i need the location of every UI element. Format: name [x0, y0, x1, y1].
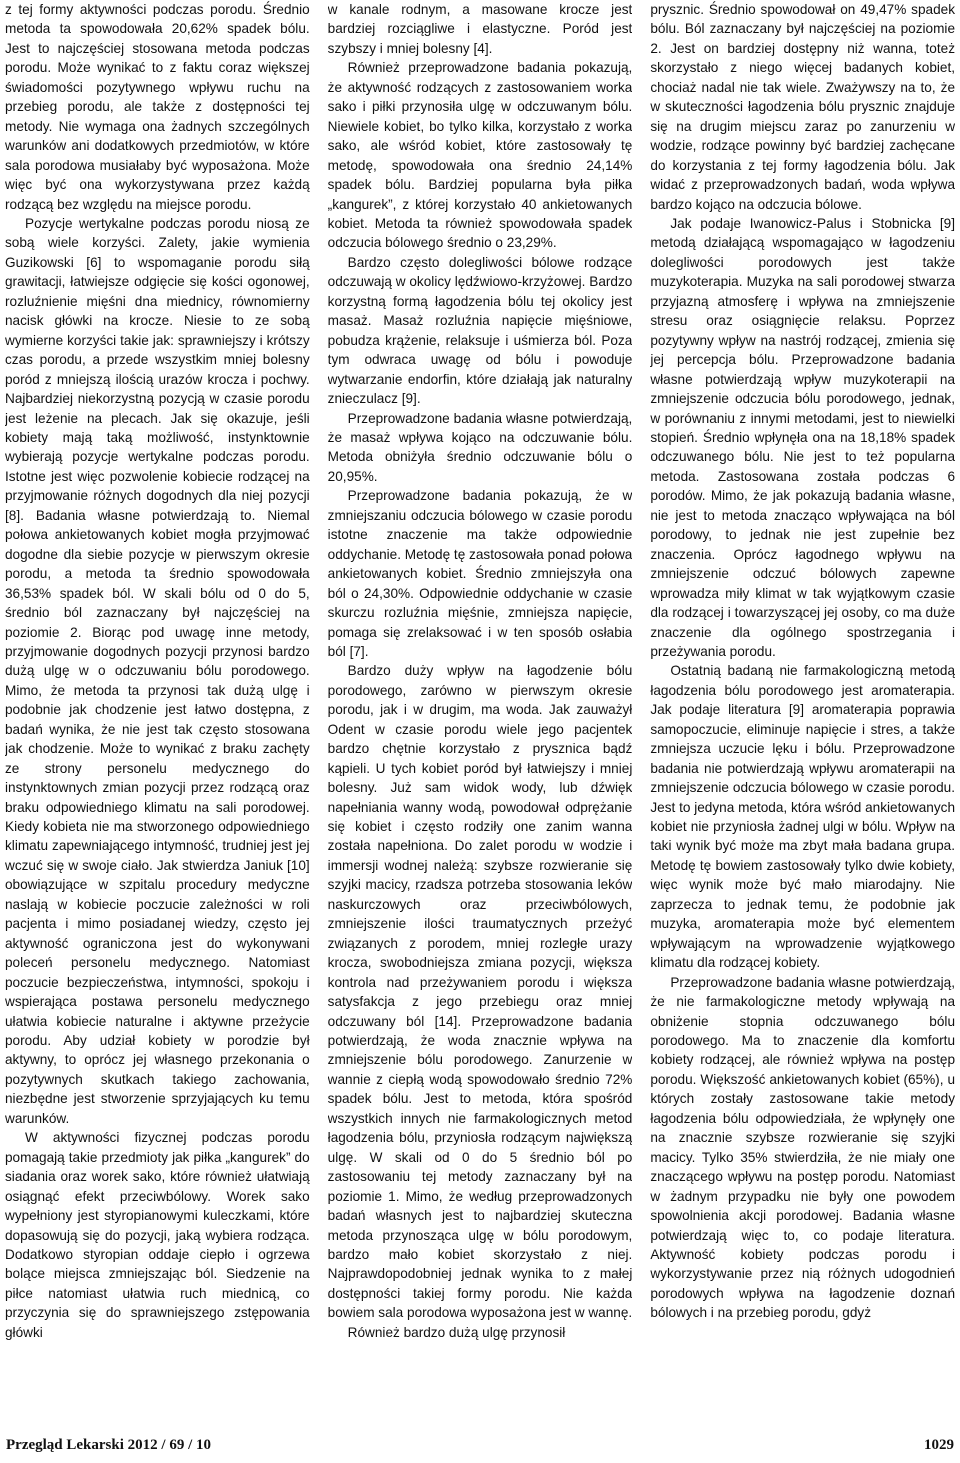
- column-2: [328, 0, 633, 1412]
- page-footer: [6, 1437, 954, 1459]
- paragraph: Bardzo często dolegliwości bólowe rodzące odczuwają w okolicy lędźwiowo-krzyżowej. Bardzo korzystną formą łagodzenia bólu tej okolicy jest masaż. Masaż rozluźnia napięcie mięśniowe, pobudza krążenie, relaksuje i uśmierza ból. Poza tym odwraca uwagę od bólu i powoduje wytwarzanie endorfin, które działają jak naturalny znieczulacz [9].: [327, 254, 633, 407]
- paragraph: Również przeprowadzone badania pokazują, że aktywność rodzących z zastosowaniem worka sako i piłki przynosiła ulgę w odczuwanym bólu. Niewiele kobiet, bo tylko kilka, korzystało z worka sako, ale wśród kobiet, które zastosowały tę metodę, spowodowała ona średnio 24,14% spadek bólu. Bardziej popularna była piłka „kangurek”, z której korzystało 40 ankietowanych kobiet. Metoda ta również spowodowała spadek odczucia bólowego średnio o 23,29%.: [327, 60, 633, 251]
- paragraph: prysznic. Średnio spowodował on 49,47% spadek bólu. Ból zaznaczany był najczęściej na poziomie 2. Jest on bardziej dostępny niż wanna, toteż skorzystało z niego więcej badanych kobiet, chociaż nadal nie tak wiele. Zważywszy na to, że w skuteczności łagodzenia bólu prysznic znajduje się na drugim miejscu zaraz po zanurzeniu w wodzie, rodzące powinny być bardziej zachęcane do korzystania z tej formy łagodzenia bólu. Jak widać z przeprowadzonych badań, woda wpływa bardzo kojąco na odczucia bólowe.: [650, 2, 956, 212]
- paragraph: z tej formy aktywności podczas porodu. Średnio metoda ta spowodowała 20,62% spadek bólu. Jest to najczęściej stosowana metoda podczas porodu. Może wynikać to z faktu coraz większej świadomości pozytywnego wpływu ruchu na przebieg porodu, ale także z dostępności tej metody. Nie wymaga ona żadnych szczególnych warunków ani dodatkowych przedmiotów, w które sala porodowa musiałaby być wyposażona. Może więc być ona wykorzystywana przez każdą rodzącą bez względu na miejsce porodu.: [5, 2, 310, 212]
- paragraph: Bardzo duży wpływ na łagodzenie bólu porodowego, zarówno w pierwszym okresie porodu, jak i w drugim, ma woda. Jak zauważył Odent w czasie porodu wiele jego pacjentek bardzo chętnie korzystało z prysznica bądź kąpieli. U tych kobiet poród był łatwiejszy i mniej bolesny. Już sam widok wody, lub dźwięk napełniania wanny wodą, powodował odprężanie się kobiet i często rodziły one zanim wanna została napełniona. Do zalet porodu w wodzie i immersji wodnej należą: szybsze rozwieranie się szyjki macicy, rzadsza potrzeba stosowania leków naskurczowych oraz przeciwbólowych, zmniejszenie ilości traumatycznych przeżyć związanych z porodem, mniej rozległe urazy krocza, swobodniejsza zmiana pozycji, większa kontrola nad przeżywaniem porodu i większa satysfakcja z jego przebiegu oraz mniej odczuwany ból [14]. Przeprowadzone badania potwierdzają, że woda znacznie wpływa na zmniejszenie bólu porodowego. Zanurzenie w wannie z ciepłą wodą spowodowało średnio 72% spadek bólu. Jest to metoda, która spośród wszystkich innych nie farmakologicznych metod łagodzenia bólu, przyniosła rodzącym największą ulgę. W skali od 0 do 5 średnio ból po zastosowaniu tej metody zaznaczany był na poziomie 1. Mimo, że według przeprowadzonych badań własnych jest to najbardziej skuteczna metoda przynosząca ulgę w bólu porodowym, bardzo mało kobiet skorzystało z niej. Najprawdopodobniej jednak wynika to z małej dostępności takiej formy porodu. Nie każda bowiem sala porodowa wyposażona jest w wannę.: [327, 663, 633, 1321]
- column-1: [5, 0, 310, 1412]
- article-body: [5, 0, 955, 1412]
- paragraph: w kanale rodnym, a masowane krocze jest bardziej rozciągliwe i elastyczne. Poród jest szybszy i mniej bolesny [4].: [327, 2, 633, 56]
- journal-citation: Przegląd Lekarski 2012 / 69 / 10: [6, 1437, 211, 1453]
- paragraph: Jak podaje Iwanowicz-Palus i Stobnicka [9] metodą działającą wspomagająco w łagodzeniu dolegliwości porodowych jest także muzykoterapia. Muzyka na sali porodowej stwarza przyjazną atmosferę i wpływa na zmniejszenie stresu oraz osiągnięcie relaksu. Poprzez pozytywny wpływ na nastrój rodzącej, zmienia się jej percepcja bólu. Przeprowadzone badania własne potwierdzają wpływ muzykoterapii na zmniejszenie odczucia bólu porodowego, jednak, w porównaniu z innymi metodami, jest to niewielki stopień. Średnio wpłynęła ona na 18,18% spadek odczuwanego bólu. Nie jest to też popularna metoda. Zastosowana została podczas 6 porodów. Mimo, że jak pokazują badania własne, nie jest to metoda znacząco wpływająca na ból porodowy, to jednak nie jest zupełnie bez znaczenia. Oprócz łagodnego wpływu na zmniejszenie odczuć bólowych zapewne wprowadza miły klimat w tak wyjątkowym czasie dla rodzącej i towarzyszącej jej osoby, co ma duże znaczenie dla ogólnego spostrzegania i przeżywania porodu.: [650, 215, 956, 659]
- page-number: 1029: [924, 1437, 954, 1453]
- paragraph: W aktywności fizycznej podczas porodu pomagają takie przedmioty jak piłka „kangurek” do siadania oraz worek sako, które również ułatwiają osiągnąć efekt przeciwbólowy. Worek sako wypełniony jest styropianowymi kuleczkami, które dopasowują się do pozycji, jaką wybiera rodząca. Dodatkowo styropian oddaje ciepło i ogrzewa bolące miejsca zmniejszając ból. Siedzenie na piłce natomiast ułatwia ruch miednicą, co przyczynia się do sprawniejszego zstępowania główki: [5, 1130, 310, 1340]
- paragraph: Przeprowadzone badania własne potwierdzają, że nie farmakologiczne metody wpływają na obniżenie stopnia odczuwanego bólu porodowego. Ma to znaczenie dla komfortu kobiety rodzącej, ale również wpływa na postęp porodu. Większość ankietowanych kobiet (65%), u których zostały zastosowane takie metody łagodzenia bólu odpowiedziała, że wpłynęły one na znacznie szybsze rozwieranie się szyjki macicy. Tylko 35% stwierdziła, że nie miały one znaczącego wpływu na postęp porodu. Natomiast w żadnym przypadku nie były one powodem spowolnienia akcji porodowej. Badania własne potwierdzają więc to, co podaje literatura. Aktywność kobiety podczas porodu i wykorzystywanie przez nią różnych udogodnień porodowych wpływa na łagodzenie doznań bólowych i na przebieg porodu, gdyż: [650, 974, 956, 1321]
- paragraph: Pozycje wertykalne podczas porodu niosą ze sobą wiele korzyści. Zalety, jakie wymienia Guzikowski [6] to wspomaganie porodu siłą grawitacji, łatwiejsze odgięcie się kości ogonowej, rozluźnienie mięśni dna miednicy, równomierny nacisk główki na krocze. Niesie to ze sobą wymierne korzyści takie jak: sprawniejszy i krótszy czas porodu, a przede wszystkim mniej bolesny poród z mniejszą ilością urazów krocza i pochwy. Najbardziej niekorzystną pozycją w czasie porodu jest leżenie na plecach. Jak się okazuje, jeśli kobiety mają taką możliwość, instynktownie wybierają pozycje wertykalne podczas porodu. Istotne jest więc pozwolenie kobiecie rodzącej na przyjmowanie różnych dogodnych dla niej pozycji [8]. Badania własne potwierdzają to. Niemal połowa ankietowanych kobiet mogła przyjmować dogodne dla siebie pozycje w pierwszym okresie porodu, a metoda ta średnio spowodowała 36,53% spadek ból. W skali bólu od 0 do 5, średnio ból zaznaczany był najczęściej na poziomie 2. Biorąc pod uwagę inne metody, przyjmowanie dogodnych pozycji przynosi bardzo dużą ulgę w o odczuwaniu bólu porodowego. Mimo, że metoda ta przynosi tak dużą ulgę i podobnie jak chodzenie jest łatwo dostępna, z badań wynika, że nie jest tak często stosowana jak chodzenie. Może to wynikać z braku zachęty ze strony personelu medycznego do instynktownych zmian pozycji przez rodzącą oraz braku odpowiedniego klimatu na sali porodowej. Kiedy kobieta nie ma stworzonego odpowiedniego klimatu zapewniającego intymność, trudniej jest jej wczuć się w swoje ciało. Jak stwierdza Janiuk [10] obowiązujące w szpitalu procedury medyczne naslają w kobiecie poczucie zależności w roli pacjenta i mimo posiadanej wiedzy, często jej aktywność ograniczona jest do wykonywani poleceń personelu medycznego. Natomiast poczucie bezpieczeństwa, intymności, spokoju i wspierająca postawa personelu medycznego ułatwia kobiecie naturalne i aktywne przeżycie porodu. Aby udział kobiety w porodzie był aktywny, to oprócz jej własnego przekonania o pozytywnych skutkach takiego zachowania, niezbędne jest stworzenie sprzyjających ku temu warunków.: [5, 215, 310, 1126]
- paragraph: Przeprowadzone badania pokazują, że w zmniejszaniu odczucia bólowego w czasie porodu istotne znaczenie ma także odpowiednie oddychanie. Metodę tę zastosowała ponad połowa ankietowanych kobiet. Średnio zmniejszyła ona ból o 24,30%. Odpowiednie oddychanie w czasie skurczu rozluźnia mięśnie, zmniejsza napięcie, pomaga się zrelaksować i w ten sposób osłabia ból [7].: [327, 488, 633, 659]
- paragraph: Również bardzo dużą ulgę przynosił: [347, 1324, 566, 1340]
- paragraph: Ostatnią badaną nie farmakologiczną metodą łagodzenia bólu porodowego jest aromaterapia. Jak podaje literatura [9] aromaterapia poprawia samopoczucie, eliminuje napięcie i stres, a także zmniejsza uczucie lęku i bólu. Przeprowadzone badania nie potwierdzają wpływu aromaterapii na zmniejszenie odczucia bólowego w czasie porodu. Jest to jedyna metoda, która wśród ankietowanych kobiet nie przyniosła żadnej ulgi w bólu. Wpływ na taki wynik być może ma zbyt mała badana grupa. Metodę tę bowiem zastosowały tylko dwie kobiety, więc wynik może być mało miarodajny. Nie zaprzecza to jednak temu, że podobnie jak muzyka, aromaterapia może być elementem wpływającym na wprowadzenie wyjątkowego klimatu dla rodzącej kobiety.: [650, 663, 956, 971]
- paragraph: Przeprowadzone badania własne potwierdzają, że masaż wpływa kojąco na odczuwanie bólu. Metoda obniżyła średnio odczuwanie bólu o 20,95%.: [327, 410, 633, 484]
- column-3: [650, 0, 955, 1412]
